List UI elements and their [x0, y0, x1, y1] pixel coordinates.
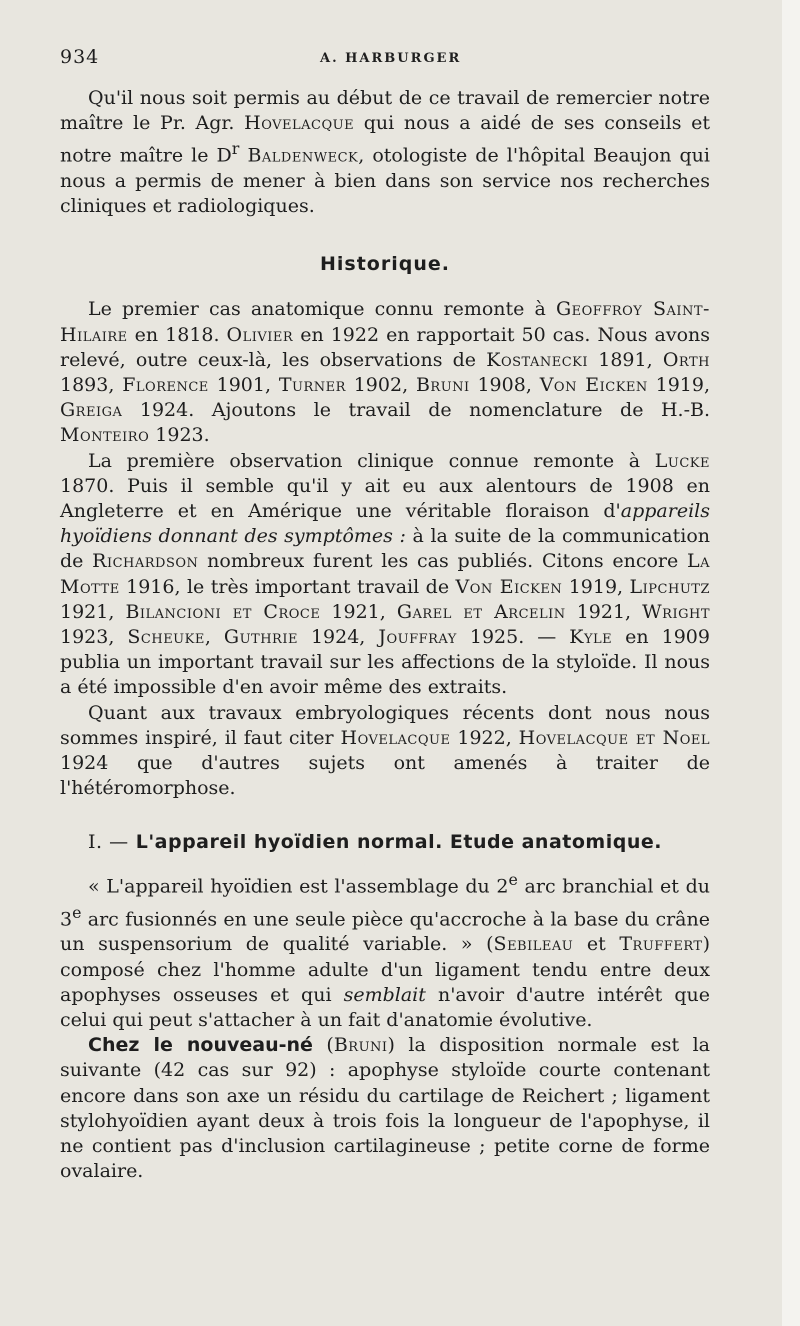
body-text — [60, 86, 710, 1185]
section-number: I. — — [88, 831, 129, 854]
section-heading-1 — [88, 831, 710, 853]
section1-paragraph-2: Chez le nouveau-né (Bruni) la disposition normale est la suivante (42 cas sur 92) : apophyse styloïde courte contenant encore dans son axe un résidu du cartilage de Reichert ; ligament stylohyoïdien ayant deux à trois fois la longueur de l'apophyse, il ne contient pas d'inclusion cartilagineuse ; petite corne de forme ovalaire. — [60, 1034, 710, 1183]
section-title: L'appareil hyoïdien normal. Etude anatomique. — [135, 831, 662, 854]
page-edge — [782, 0, 800, 1326]
section1-paragraph-1: « L'appareil hyoïdien est l'assemblage du 2e arc branchial et du 3e arc fusionnés en une seule pièce qu'accroche à la base du crâne un suspensorium de qualité variable. » (Sebileau et Truffert) composé chez l'homme adulte d'un ligament tendu entre deux apophyses osseuses et qui semblait n'avoir d'autre intérêt que celui qui peut s'attacher à un fait d'anatomie évolutive. — [60, 870, 710, 1032]
running-head — [58, 46, 698, 72]
historique-paragraph-3: Quant aux travaux embryologiques récents dont nous nous sommes inspiré, il faut citer Hovelacque 1922, Hovelacque et Noel 1924 que d'autres sujets ont amenés à traiter de l'hétéromorphose. — [60, 701, 711, 800]
page-number: 934 — [60, 46, 100, 68]
section-heading-historique: Historique. — [320, 253, 450, 276]
historique-paragraph-1: Le premier cas anatomique connu remonte à Geoffroy Saint-Hilaire en 1818. Olivier en 1922 en rapportait 50 cas. Nous avons relevé, outre ceux-là, les observations de Kostanecki 1891, Orth 1893, Florence 1901, Turner 1902, Bruni 1908, Von Eicken 1919, Greiga 1924. Ajoutons le travail de nomenclature de H.-B. Monteiro 1923. — [60, 298, 711, 447]
acknowledgment-paragraph: Qu'il nous soit permis au début de ce travail de remercier notre maître le Pr. Agr. Hovelacque qui nous a aidé de ses conseils et notre maître le $D^r$ Baldenweck, otologiste de l'hôpital Beaujon qui nous a permis de mener à bien dans son service nos recherches cliniques et radiologiques. — [60, 87, 710, 218]
historique-paragraph-2: La première observation clinique connue remonte à Lucke 1870. Puis il semble qu'il y ait eu aux alentours de 1908 en Angleterre et en Amérique une véritable floraison d'appareils hyoïdiens donnant des symptômes : à la suite de la communication de Richardson nombreux furent les cas publiés. Citons encore La Motte 1916, le très important travail de Von Eicken 1919, Lipchutz 1921, Bilancioni et Croce 1921, Garel et Arcelin 1921, Wright 1923, Scheuke, Guthrie 1924, Jouffray 1925. — Kyle en 1909 publia un important travail sur les affections de la styloïde. Il nous a été impossible d'en avoir même des extraits. — [60, 449, 710, 699]
running-head-author: A. HARBURGER — [320, 51, 462, 66]
